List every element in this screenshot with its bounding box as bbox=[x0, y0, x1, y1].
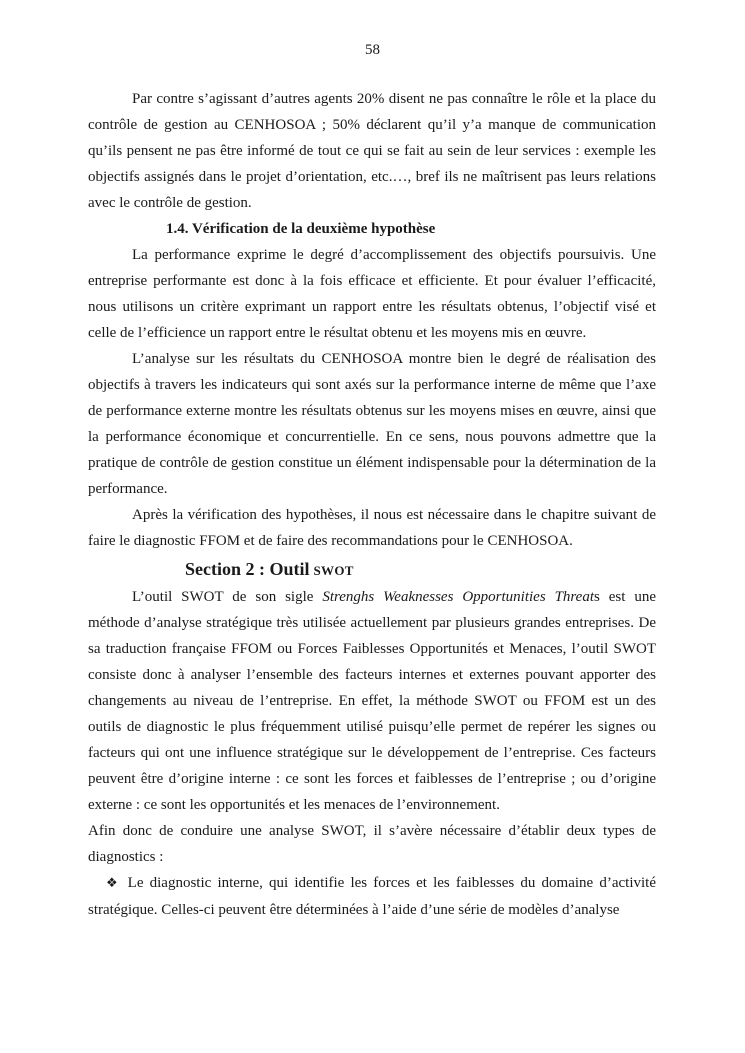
section-heading bbox=[88, 554, 656, 584]
section-heading-main: Section 2 : Outil bbox=[185, 559, 310, 579]
section-heading-suffix: SWOT bbox=[313, 563, 354, 578]
page-body bbox=[88, 86, 656, 923]
paragraph-performance-definition: La performance exprime le degré d’accomplissement des objectifs poursuivis. Une entreprise performante est donc à la fois efficace et efficiente. Et pour évaluer l’efficacité, nous utilisons un critère exprimant un rapport entre les résultats obtenus, l’objectif visé et celle de l’efficience un rapport entre le résultat obtenu et les moyens mis en œuvre. bbox=[88, 247, 656, 341]
paragraph-agents-survey: Par contre s’agissant d’autres agents 20% disent ne pas connaître le rôle et la place du contrôle de gestion au CENHOSOA ; 50% déclarent qu’il y’a manque de communication qu’ils pensent ne pas être informé de tout ce qui se fait au sein de leur services : exemple les objectifs assignés dans le projet d’orientation, etc.…, bref ils ne maîtrisent pas leurs relations avec le contrôle de gestion. bbox=[88, 91, 656, 211]
paragraph-cenhosoa-analysis: L’analyse sur les résultats du CENHOSOA montre bien le degré de réalisation des objectifs à travers les indicateurs qui sont axés sur la performance interne de même que l’axe de performance externe montre les résultats obtenus sur les moyens mises en œuvre, ainsi que la performance économique et concurrentielle. En ce sens, nous pouvons admettre que la pratique de contrôle de gestion constitue un élément indispensable pour la détermination de la performance. bbox=[88, 351, 656, 497]
paragraph-swot-diagnostics: Afin donc de conduire une analyse SWOT, il s’avère nécessaire d’établir deux types de diagnostics : bbox=[88, 823, 656, 865]
page-number: 58 bbox=[365, 42, 380, 58]
paragraph-hypotheses-verification: Après la vérification des hypothèses, il nous est nécessaire dans le chapitre suivant de faire le diagnostic FFOM et de faire des recommandations pour le CENHOSOA. bbox=[88, 507, 656, 549]
swot-text-after: s est une méthode d’analyse stratégique très utilisée actuellement par plusieurs grandes entreprises. De sa traduction française FFOM ou Forces Faiblesses Opportunités et Menaces, l’outil SWOT consiste donc à analyser l’ensemble des facteurs internes et externes pouvant apporter des changements au niveau de l’entreprise. En effet, la méthode SWOT ou FFOM est un des outils de diagnostic le plus fréquemment utilisé puisqu’elle permet de repérer les signes ou facteurs qui ont une influence stratégique sur le développement de l’entreprise. Ces facteurs peuvent être d’origine interne : ce sont les forces et faiblesses de l’entreprise ; ou d’origine externe : ce sont les opportunités et les menaces de l’environnement. bbox=[88, 589, 656, 813]
swot-text-before: L’outil SWOT de son sigle bbox=[132, 589, 323, 605]
subheading-second-hypothesis: 1.4. Vérification de la deuxième hypothèse bbox=[166, 221, 436, 237]
swot-acronym-italic: Strenghs Weaknesses Opportunities Threat bbox=[322, 589, 595, 605]
diamond-bullet-icon: ❖ bbox=[106, 876, 118, 891]
bullet-internal-diagnostic-text: Le diagnostic interne, qui identifie les forces et les faiblesses du domaine d’activité stratégique. Celles-ci peuvent être déterminées à l’aide d’une série de modèles d’analyse bbox=[88, 875, 656, 918]
bullet-internal-diagnostic bbox=[88, 870, 656, 923]
paragraph-swot-tool bbox=[88, 584, 656, 818]
